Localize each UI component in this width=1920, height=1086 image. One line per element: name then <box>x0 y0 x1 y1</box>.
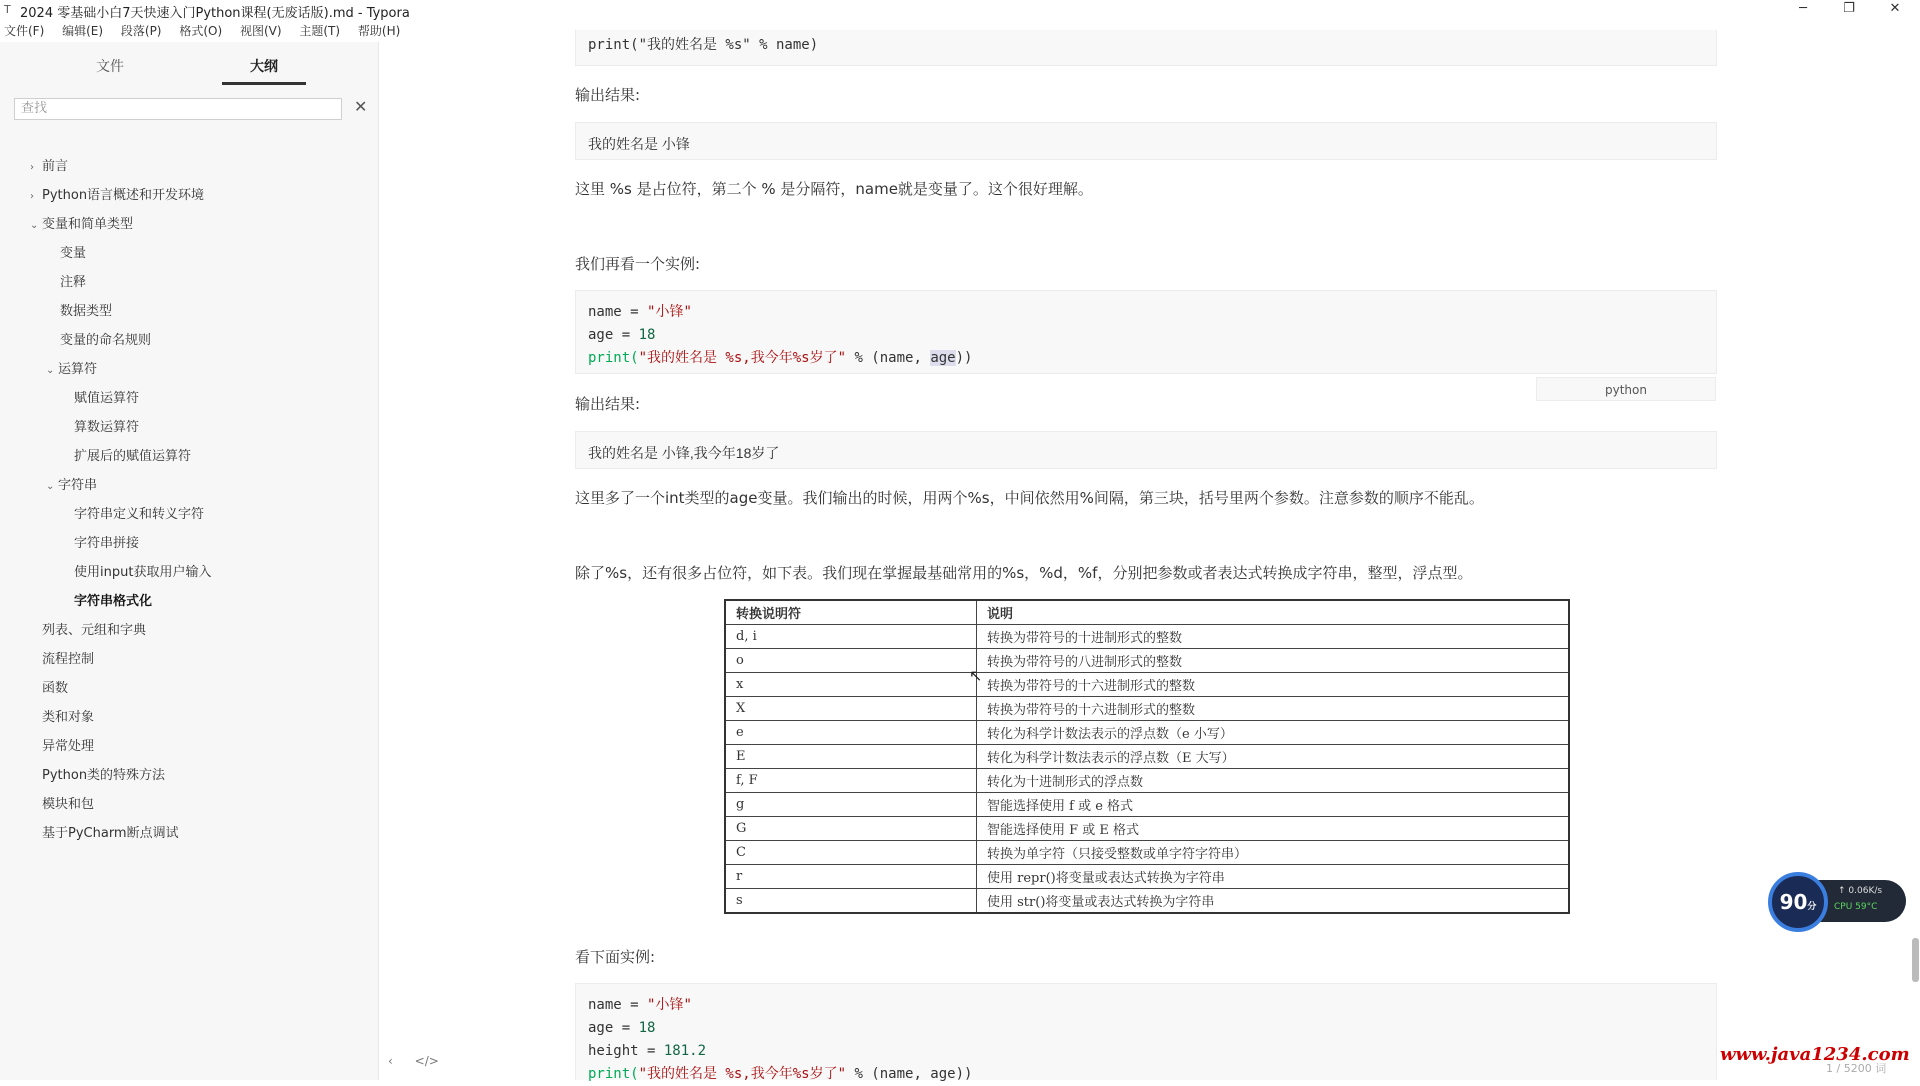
word-count[interactable]: 1 / 5200 词 <box>1826 1062 1887 1075</box>
specifier-cell: G <box>725 817 977 841</box>
code-token: name = <box>588 997 648 1013</box>
outline-item-label: 赋值运算符 <box>74 391 140 406</box>
watermark: www.java1234.com <box>1720 1044 1910 1065</box>
code-block[interactable] <box>575 30 1717 66</box>
table-header-row <box>725 600 1569 625</box>
outline-item-label: 字符串定义和转义字符 <box>74 507 205 522</box>
description-cell: 转化为科学计数法表示的浮点数（e 小写） <box>977 721 1570 745</box>
description-cell: 转换为带符号的十六进制形式的整数 <box>977 697 1570 721</box>
code-language-selector[interactable]: python <box>1536 377 1716 401</box>
menu-edit[interactable]: 编辑(E) <box>62 24 104 38</box>
code-token: name = <box>588 304 648 320</box>
outline-item[interactable] <box>74 416 139 435</box>
outline-item[interactable] <box>60 329 151 348</box>
paragraph: 看下面实例: <box>575 948 656 966</box>
code-line: print("我的姓名是 %s" % name) <box>588 37 819 53</box>
menu-help[interactable]: 帮助(H) <box>357 24 401 38</box>
string-token: "小锋" <box>647 304 692 320</box>
outline-item[interactable] <box>30 735 94 754</box>
outline-item[interactable] <box>74 445 191 464</box>
minimize-button[interactable]: ─ <box>1799 1 1807 16</box>
title-bar <box>0 0 1920 20</box>
table-row <box>725 697 1569 721</box>
code-token: % (name, age)) <box>846 1066 973 1082</box>
outline-item[interactable] <box>30 184 204 203</box>
code-line <box>588 994 1704 1017</box>
specifier-cell: f, F <box>725 769 977 793</box>
outline-item[interactable] <box>60 271 86 290</box>
collapse-sidebar-icon[interactable]: ‹ <box>388 1054 393 1068</box>
outline-item-label: 函数 <box>42 681 69 696</box>
active-tab-indicator <box>222 82 306 85</box>
number-token: 18 <box>638 1020 656 1036</box>
description-cell: 转化为十进制形式的浮点数 <box>977 769 1570 793</box>
outline-item-label: 前言 <box>42 159 69 174</box>
outline-item-label: 字符串 <box>58 478 98 493</box>
code-token: )) <box>955 350 973 366</box>
score-gauge <box>1768 872 1828 932</box>
tab-outline[interactable]: 大纲 <box>250 59 278 75</box>
expand-arrow-icon[interactable]: ⌄ <box>46 365 55 376</box>
code-block[interactable] <box>575 290 1717 374</box>
code-line <box>588 301 1704 324</box>
outline-item-label: 字符串拼接 <box>74 536 140 551</box>
description-cell: 使用 repr()将变量或表达式转换为字符串 <box>977 865 1570 889</box>
system-monitor-widget[interactable] <box>1768 872 1906 934</box>
outline-item[interactable] <box>74 387 139 406</box>
outline-item-label: 数据类型 <box>60 304 113 319</box>
outline-item-label: Python语言概述和开发环境 <box>42 188 205 203</box>
number-token: 181.2 <box>663 1043 707 1059</box>
menu-paragraph[interactable]: 段落(P) <box>120 24 162 38</box>
paragraph: 我们再看一个实例: <box>575 255 701 273</box>
paragraph: 这里 %s 是占位符，第二个 % 是分隔符，name就是变量了。这个很好理解。 <box>575 180 1093 198</box>
paragraph: 输出结果: <box>575 86 641 104</box>
outline-item-label: 使用input获取用户输入 <box>74 565 212 580</box>
specifier-cell: r <box>725 865 977 889</box>
specifier-cell: e <box>725 721 977 745</box>
code-token: height = <box>588 1043 664 1059</box>
outline-item-label: 类和对象 <box>42 710 95 725</box>
description-cell: 转换为带符号的八进制形式的整数 <box>977 649 1570 673</box>
function-token: print( <box>588 350 639 366</box>
outline-item[interactable] <box>46 474 97 493</box>
specifier-cell: C <box>725 841 977 865</box>
description-cell: 转换为带符号的十进制形式的整数 <box>977 625 1570 649</box>
string-token: "我的姓名是 %s,我今年%s岁了" <box>638 1066 847 1082</box>
specifier-cell: s <box>725 889 977 914</box>
menu-format[interactable]: 格式(O) <box>179 24 223 38</box>
specifier-cell: X <box>725 697 977 721</box>
specifier-cell: x <box>725 673 977 697</box>
score-value: 90 <box>1779 890 1808 914</box>
table-header-cell: 转换说明符 <box>725 600 977 625</box>
sidebar-footer <box>388 1054 457 1068</box>
table-row <box>725 817 1569 841</box>
description-cell: 转化为科学计数法表示的浮点数（E 大写） <box>977 745 1570 769</box>
outline-item-label: 扩展后的赋值运算符 <box>74 449 192 464</box>
paragraph: 除了%s，还有很多占位符，如下表。我们现在掌握最基础常用的%s，%d，%f，分别把参数或者表达式转换成字符串，整型，浮点型。 <box>575 564 1473 582</box>
table-row <box>725 649 1569 673</box>
outline-item[interactable] <box>30 213 133 232</box>
expand-arrow-icon[interactable]: ⌄ <box>46 481 55 492</box>
score-unit: 分 <box>1807 902 1817 912</box>
specifier-cell: d, i <box>725 625 977 649</box>
menu-bar <box>0 22 410 42</box>
outline-item[interactable] <box>74 503 204 522</box>
outline-item[interactable] <box>60 300 112 319</box>
string-token: "小锋" <box>647 997 692 1013</box>
code-line <box>588 1017 1704 1040</box>
sidebar <box>0 42 379 1080</box>
code-line <box>588 1063 1704 1086</box>
description-cell: 智能选择使用 F 或 E 格式 <box>977 817 1570 841</box>
output-line: 我的姓名是 小锋,我今年18岁了 <box>588 445 780 461</box>
outline-item[interactable] <box>30 677 68 696</box>
outline-item[interactable] <box>60 242 86 261</box>
outline-item-label: 列表、元组和字典 <box>42 623 147 638</box>
editor-scrollbar[interactable] <box>1912 938 1919 982</box>
outline-item[interactable] <box>30 764 165 783</box>
outline-item-label: 变量 <box>60 246 87 261</box>
outline-item[interactable] <box>30 648 94 667</box>
outline-item-label: 流程控制 <box>42 652 95 667</box>
table-header-cell: 说明 <box>977 600 1570 625</box>
selected-token: age <box>930 350 956 366</box>
specifier-cell: g <box>725 793 977 817</box>
window-title: 2024 零基础小白7天快速入门Python课程(无废话版).md - Typora <box>20 6 410 21</box>
table-row <box>725 673 1569 697</box>
menu-file[interactable]: 文件(F) <box>4 24 45 38</box>
description-cell: 转换为带符号的十六进制形式的整数 <box>977 673 1570 697</box>
outline-item[interactable] <box>30 155 68 174</box>
output-block[interactable] <box>575 122 1717 160</box>
outline-item[interactable] <box>74 532 139 551</box>
string-token: "我的姓名是 %s,我今年%s岁了" <box>638 350 847 366</box>
outline-item-label: Python类的特殊方法 <box>42 768 166 783</box>
table-row <box>725 889 1569 914</box>
expand-arrow-icon[interactable]: ⌄ <box>30 220 39 231</box>
table-row <box>725 745 1569 769</box>
code-block[interactable] <box>575 983 1717 1080</box>
specifier-cell: o <box>725 649 977 673</box>
typora-app-icon: T <box>4 3 11 16</box>
outline-item-label: 运算符 <box>58 362 98 377</box>
cpu-temperature: CPU 59°C <box>1834 902 1878 912</box>
outline-item-label: 变量的命名规则 <box>60 333 152 348</box>
code-line <box>588 1040 1704 1063</box>
outline-item-label: 异常处理 <box>42 739 95 754</box>
code-line <box>588 347 1704 370</box>
outline-item[interactable] <box>74 590 152 609</box>
source-code-mode-icon[interactable]: </> <box>414 1054 439 1068</box>
table-row <box>725 841 1569 865</box>
outline-item-label: 注释 <box>60 275 87 290</box>
code-token: % (name, <box>846 350 931 366</box>
table-row <box>725 625 1569 649</box>
table-row <box>725 721 1569 745</box>
code-line <box>588 324 1704 347</box>
expand-arrow-icon[interactable]: › <box>30 162 34 173</box>
description-cell: 使用 str()将变量或表达式转换为字符串 <box>977 889 1570 914</box>
specifier-cell: E <box>725 745 977 769</box>
paragraph: 这里多了一个int类型的age变量。我们输出的时候，用两个%s，中间依然用%间隔，第三块，括号里两个参数。注意参数的顺序不能乱。 <box>575 489 1484 507</box>
maximize-button[interactable]: ❐ <box>1843 1 1855 16</box>
description-cell: 转换为单字符（只接受整数或单字符字符串） <box>977 841 1570 865</box>
outline-item-label: 字符串格式化 <box>74 594 153 609</box>
close-icon[interactable]: ✕ <box>354 97 368 116</box>
number-token: 18 <box>638 327 656 343</box>
outline-item-label: 基于PyCharm断点调试 <box>42 826 179 841</box>
code-token: age = <box>588 1020 639 1036</box>
outline-item[interactable] <box>30 706 94 725</box>
close-button[interactable]: ✕ <box>1889 1 1901 16</box>
description-cell: 智能选择使用 f 或 e 格式 <box>977 793 1570 817</box>
table-row <box>725 793 1569 817</box>
outline-item[interactable] <box>30 619 146 638</box>
network-speed: ↑ 0.06K/s <box>1838 886 1883 896</box>
outline-item-label: 模块和包 <box>42 797 95 812</box>
menu-view[interactable]: 视图(V) <box>239 24 282 38</box>
code-token: age = <box>588 327 639 343</box>
tab-files[interactable]: 文件 <box>96 59 124 75</box>
table-row <box>725 769 1569 793</box>
outline-item[interactable] <box>30 793 94 812</box>
format-specifier-table <box>724 599 1570 914</box>
output-block[interactable] <box>575 431 1717 469</box>
outline-search-input[interactable]: 查找 <box>14 98 342 120</box>
function-token: print( <box>588 1066 639 1082</box>
menu-theme[interactable]: 主题(T) <box>299 24 341 38</box>
expand-arrow-icon[interactable]: › <box>30 191 34 202</box>
outline-item[interactable] <box>74 561 211 580</box>
outline-item-label: 算数运算符 <box>74 420 140 435</box>
outline-item[interactable] <box>46 358 97 377</box>
outline-item[interactable] <box>30 822 179 841</box>
paragraph: 输出结果: <box>575 395 641 413</box>
output-line: 我的姓名是 小锋 <box>588 136 690 152</box>
outline-item-label: 变量和简单类型 <box>42 217 134 232</box>
table-row <box>725 865 1569 889</box>
mouse-cursor-icon: ↖ <box>969 666 983 685</box>
